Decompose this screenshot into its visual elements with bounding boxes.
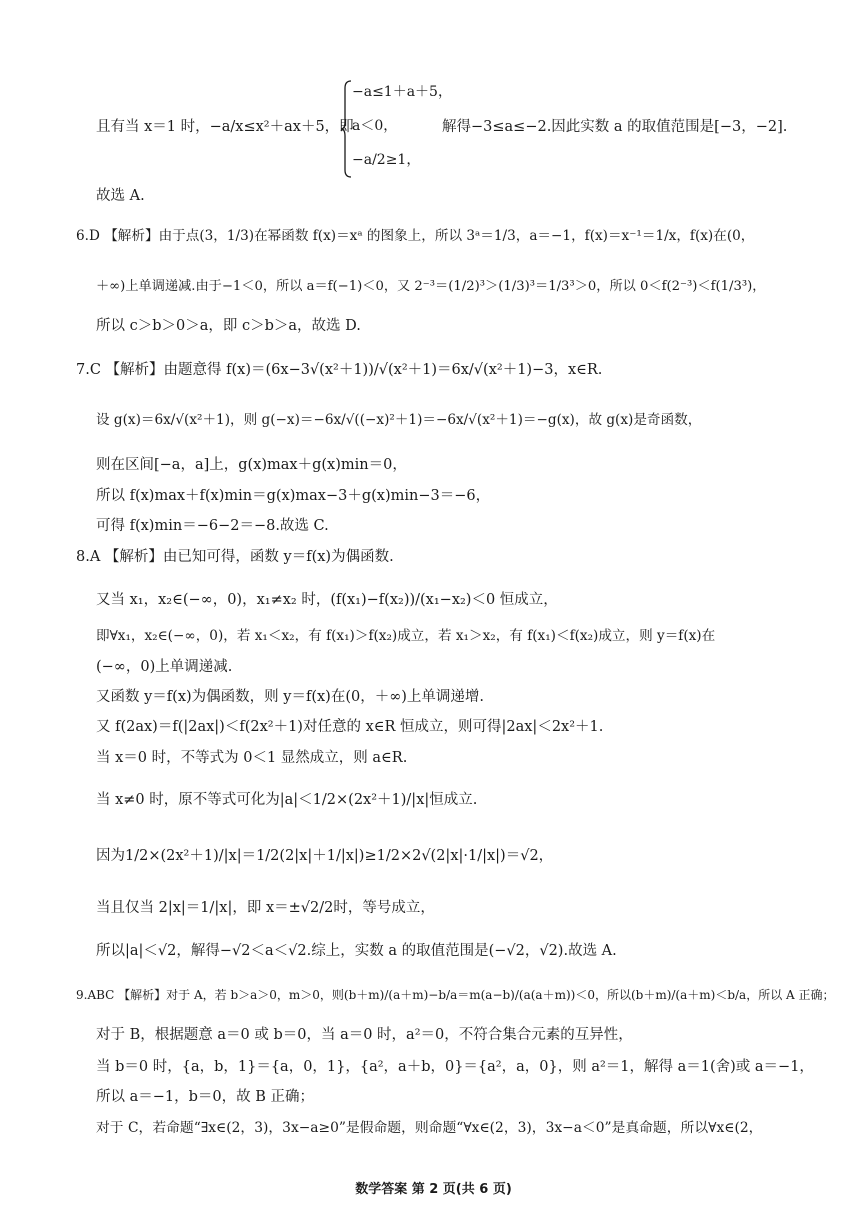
q7-line-1: 7.C 【解析】由题意得 f(x)＝(6x−3√(x²＋1))/√(x²＋1)＝6x/√(x²＋1)−3，x∈R. xyxy=(76,362,603,378)
system-row-3: −a/2≥1， xyxy=(352,152,421,168)
q8-line-10: 当且仅当 2|x|＝1/|x|，即 x＝±√2/2时，等号成立， xyxy=(96,900,435,916)
page-footer: 数学答案 第 2 页(共 6 页) xyxy=(355,1182,512,1197)
q5-result: 解得−3≤a≤−2.因此实数 a 的取值范围是[−3，−2]. xyxy=(442,119,788,135)
q8-line-3: 即∀x₁，x₂∈(−∞，0)，若 x₁＜x₂，有 f(x₁)＞f(x₂)成立，若 x₁＞x₂，有 f(x₁)＜f(x₂)成立，则 y＝f(x)在 xyxy=(96,628,716,644)
q8-line-8: 当 x≠0 时，原不等式可化为|a|＜1/2×(2x²＋1)/|x|恒成立. xyxy=(96,792,478,808)
q6-line-1: 6.D 【解析】由于点(3，1/3)在幂函数 f(x)＝xᵃ 的图象上，所以 3ᵃ＝1/3，a＝−1，f(x)＝x⁻¹＝1/x，f(x)在(0， xyxy=(76,228,755,244)
q6-line-2: ＋∞)上单调递减.由于−1＜0，所以 a＝f(−1)＜0，又 2⁻³＝(1/2)³＞(1/3)³＝1/3³＞0，所以 0＜f(2⁻³)＜f(1/3³)， xyxy=(96,279,766,294)
q5-inequality-system xyxy=(340,80,450,178)
q9-line-2: 对于 B，根据题意 a＝0 或 b＝0，当 a＝0 时，a²＝0，不符合集合元素的互异性， xyxy=(96,1027,633,1043)
q8-line-5: 又函数 y＝f(x)为偶函数，则 y＝f(x)在(0，＋∞)上单调递增. xyxy=(96,689,485,705)
q9-line-5: 对于 C，若命题“∃x∈(2，3)，3x−a≥0”是假命题，则命题“∀x∈(2，3)，3x−a＜0”是真命题，所以∀x∈(2， xyxy=(96,1120,763,1136)
q8-line-4: (−∞，0)上单调递减. xyxy=(96,659,233,675)
q7-line-4: 所以 f(x)max＋f(x)min＝g(x)max−3＋g(x)min−3＝−6， xyxy=(96,488,491,504)
q7-line-5: 可得 f(x)min＝−6−2＝−8.故选 C. xyxy=(96,518,329,534)
q8-line-9: 因为1/2×(2x²＋1)/|x|＝1/2(2|x|＋1/|x|)≥1/2×2√(2|x|·1/|x|)＝√2， xyxy=(96,848,554,864)
q6-line-3: 所以 c＞b＞0＞a，即 c＞b＞a，故选 D. xyxy=(96,318,361,334)
q8-line-6: 又 f(2ax)＝f(|2ax|)＜f(2x²＋1)对任意的 x∈R 恒成立，则可得|2ax|＜2x²＋1. xyxy=(96,719,604,735)
q9-line-1: 9.ABC 【解析】对于 A，若 b＞a＞0，m＞0，则(b＋m)/(a＋m)−b/a＝m(a−b)/(a(a＋m))＜0，所以(b＋m)/(a＋m)＜b/a，所以 A 正确； xyxy=(76,988,835,1002)
q9-line-3: 当 b＝0 时，{a，b，1}＝{a，0，1}，{a²，a＋b，0}＝{a²，a，0}，则 a²＝1，解得 a＝1(舍)或 a＝−1， xyxy=(96,1059,814,1075)
q7-line-2: 设 g(x)＝6x/√(x²＋1)，则 g(−x)＝−6x/√((−x)²＋1)＝−6x/√(x²＋1)＝−g(x)，故 g(x)是奇函数， xyxy=(96,412,702,428)
system-row-1: −a≤1＋a＋5， xyxy=(352,84,452,100)
system-row-2: a＜0， xyxy=(352,118,398,134)
q9-line-4: 所以 a＝−1，b＝0，故 B 正确； xyxy=(96,1089,315,1105)
q5-answer: 故选 A. xyxy=(96,188,145,204)
q7-line-3: 则在区间[−a，a]上，g(x)max＋g(x)min＝0， xyxy=(96,457,407,473)
q8-line-2: 又当 x₁，x₂∈(−∞，0)，x₁≠x₂ 时，(f(x₁)−f(x₂))/(x₁−x₂)＜0 恒成立， xyxy=(96,592,558,608)
q8-line-1: 8.A 【解析】由已知可得，函数 y＝f(x)为偶函数. xyxy=(76,549,394,565)
q5-condition: 且有当 x＝1 时，−a/x≤x²＋ax＋5，即 xyxy=(96,119,354,135)
left-brace-icon xyxy=(340,80,352,178)
q8-line-11: 所以|a|＜√2，解得−√2＜a＜√2.综上，实数 a 的取值范围是(−√2，√2).故选 A. xyxy=(96,943,617,959)
q8-line-7: 当 x＝0 时，不等式为 0＜1 显然成立，则 a∈R. xyxy=(96,750,408,766)
